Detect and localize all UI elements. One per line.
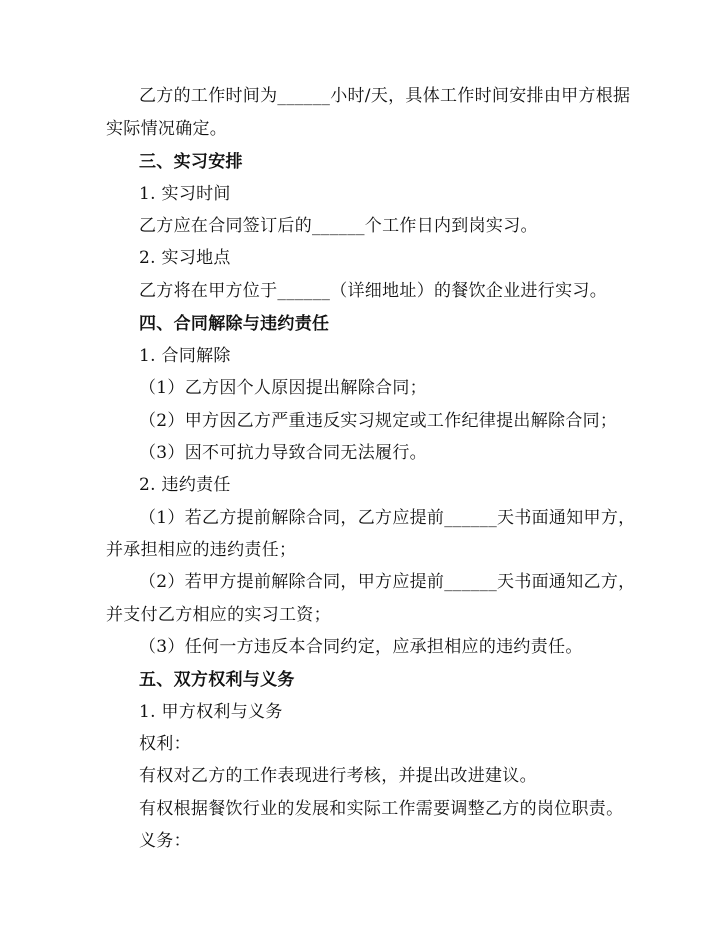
paragraph-right-1: 有权对乙方的工作表现进行考核，并提出改进建议。 (139, 766, 537, 786)
list-item-liability-2: （2）若甲方提前解除合同，甲方应提前______天书面通知乙方， (139, 572, 636, 592)
paragraph-start-date: 乙方应在合同签订后的______个工作日内到岗实习。 (139, 216, 538, 236)
subheading-internship-location: 2. 实习地点 (139, 248, 231, 268)
subheading-termination: 1. 合同解除 (139, 346, 231, 366)
list-item-termination-2: （2）甲方因乙方严重违反实习规定或工作纪律提出解除合同； (139, 411, 618, 431)
label-obligations: 义务： (139, 831, 191, 851)
section-heading-rights: 五、双方权利与义务 (139, 670, 295, 690)
list-item-liability-1: （1）若乙方提前解除合同，乙方应提前______天书面通知甲方， (139, 508, 636, 528)
paragraph-location: 乙方将在甲方位于______（详细地址）的餐饮企业进行实习。 (139, 281, 607, 301)
section-heading-internship: 三、实习安排 (139, 152, 243, 172)
paragraph-work-hours-cont: 实际情况确定。 (106, 119, 228, 139)
list-item-liability-1-cont: 并承担相应的违约责任； (106, 540, 297, 560)
list-item-termination-1: （1）乙方因个人原因提出解除合同； (139, 378, 427, 398)
list-item-termination-3: （3）因不可抗力导致合同无法履行。 (139, 443, 427, 463)
list-item-liability-3: （3）任何一方违反本合同约定，应承担相应的违约责任。 (139, 637, 583, 657)
paragraph-right-2: 有权根据餐饮行业的发展和实际工作需要调整乙方的岗位职责。 (139, 799, 624, 819)
subheading-liability: 2. 违约责任 (139, 475, 231, 495)
subheading-internship-time: 1. 实习时间 (139, 184, 231, 204)
list-item-liability-2-cont: 并支付乙方相应的实习工资； (106, 605, 331, 625)
label-rights: 权利： (139, 734, 191, 754)
subheading-party-a-rights: 1. 甲方权利与义务 (139, 702, 283, 722)
paragraph-work-hours: 乙方的工作时间为______小时/天，具体工作时间安排由甲方根据 (139, 86, 631, 106)
section-heading-termination: 四、合同解除与违约责任 (139, 314, 330, 334)
